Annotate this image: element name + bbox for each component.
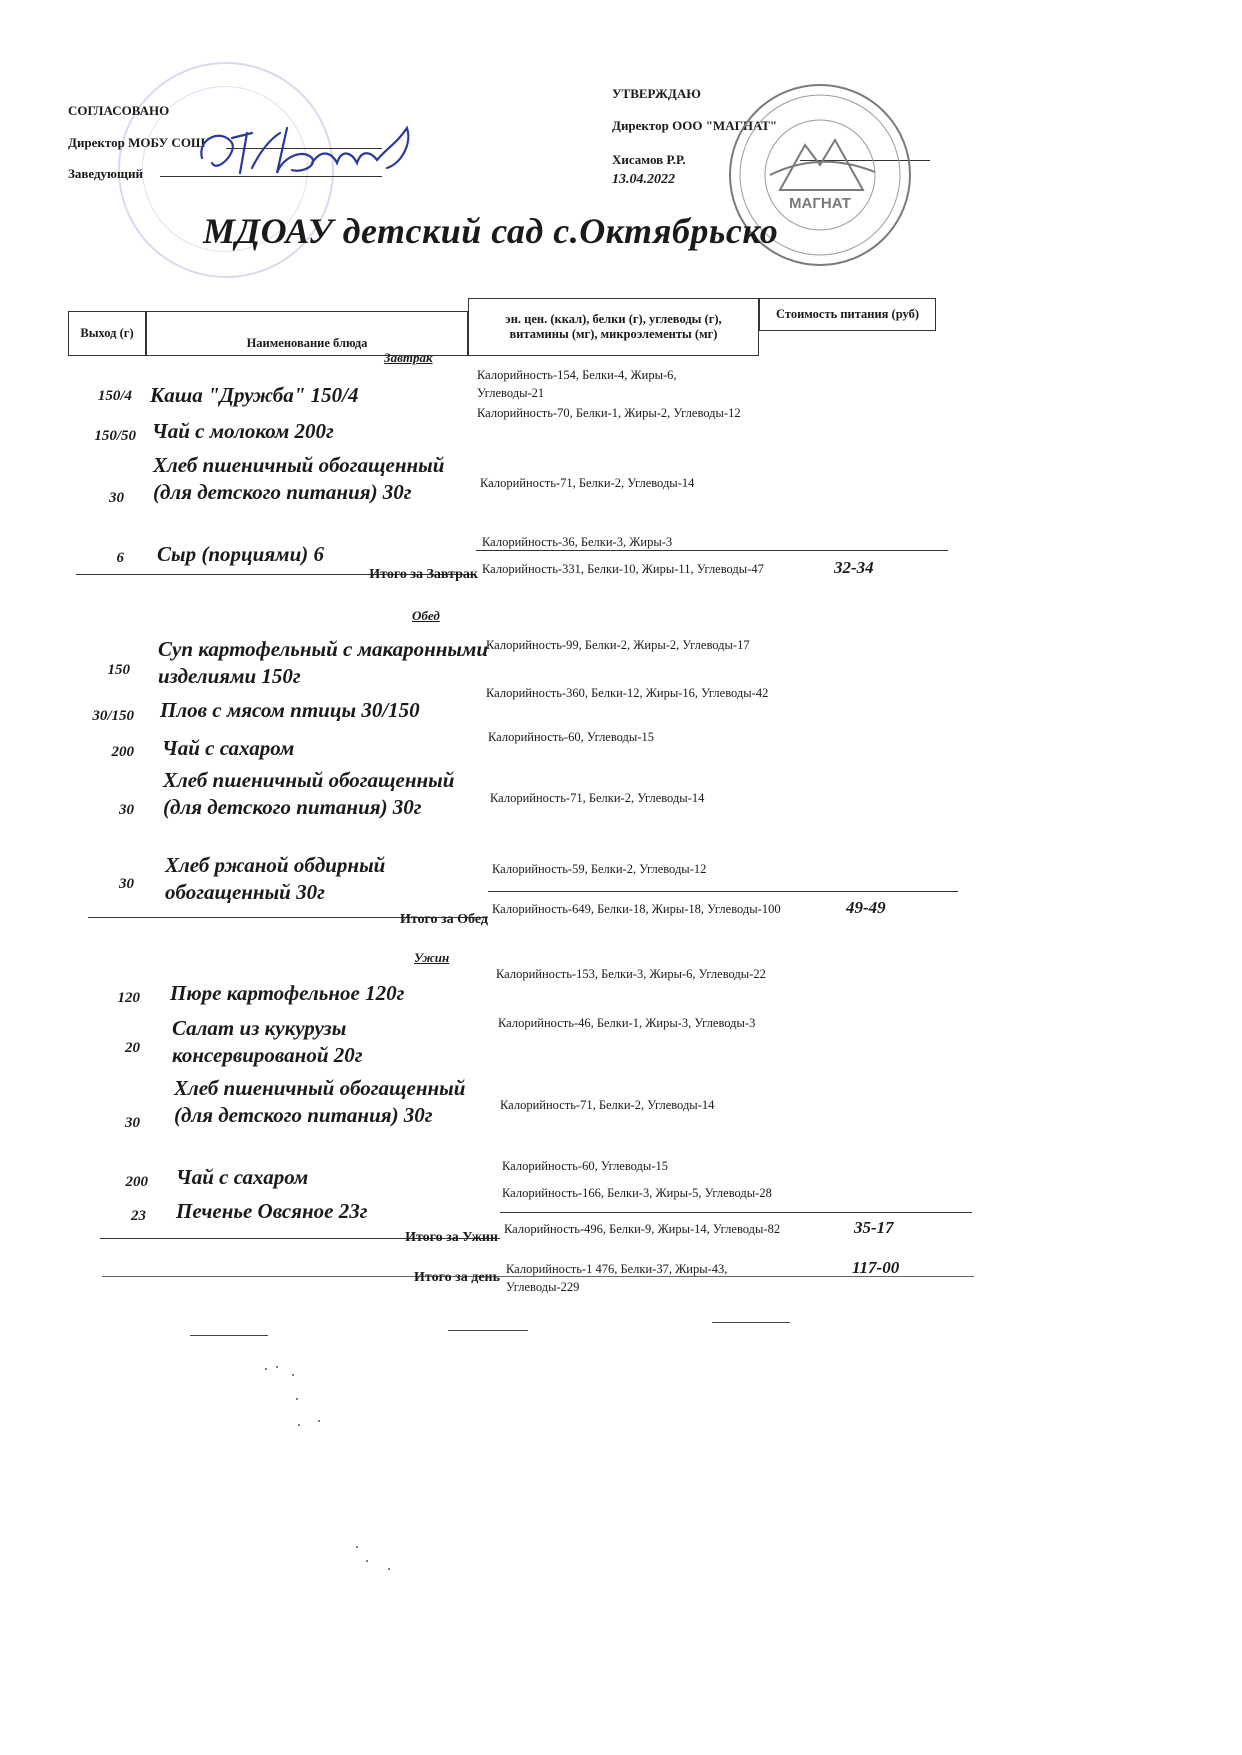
lunch-item-name: Хлеб ржаной обдирный обогащенный 30г [165,853,386,904]
breakfast-item-qty: 150/4 [97,388,132,404]
lunch-total-divider-right [488,891,958,892]
footer-signature-line [190,1335,268,1336]
lunch-item-nutrition: Калорийность-59, Белки-2, Углеводы-12 [492,862,707,876]
page-title: МДОАУ детский сад с.Октябрьско [203,211,779,251]
lunch-item-nutrition: Калорийность-360, Белки-12, Жиры-16, Углеводы-42 [486,686,769,700]
breakfast-item-nutrition: Калорийность-154, Белки-4, Жиры-6, Углеводы-21 [477,368,677,400]
dinner-item-nutrition: Калорийность-60, Углеводы-15 [502,1159,668,1173]
col-header-cost: Стоимость питания (руб) [759,298,936,331]
breakfast-item-nutrition: Калорийность-70, Белки-1, Жиры-2, Углеводы-12 [477,406,741,420]
scan-speck [366,1560,368,1562]
company-stamp-label: МАГНАТ [789,195,851,212]
dinner-item-name: Печенье Овсяное 23г [176,1199,368,1223]
lunch-total-cost: 49-49 [846,898,886,917]
breakfast-item-name: Каша "Дружба" 150/4 [150,383,359,407]
lunch-item-name: Плов с мясом птицы 30/150 [160,698,420,722]
day-total-label: Итого за день [414,1270,500,1285]
day-total-cost: 117-00 [852,1258,900,1277]
scan-speck [318,1420,320,1422]
footer-signature-line [712,1322,790,1323]
breakfast-total-cost: 32-34 [834,558,874,577]
breakfast-item-nutrition: Калорийность-71, Белки-2, Углеводы-14 [480,476,695,490]
lunch-item-name: Хлеб пшеничный обогащенный (для детского питания) 30г [163,768,455,819]
dinner-item-name: Пюре картофельное 120г [170,981,405,1005]
lunch-item-name: Суп картофельный с макаронными изделиями 150г [158,637,489,688]
approval-left-line2: Заведующий [68,166,143,181]
dinner-item-name: Хлеб пшеничный обогащенный (для детского питания) 30г [174,1076,466,1127]
approval-right-date: 13.04.2022 [612,172,675,187]
section-title-lunch: Обед [412,608,440,623]
lunch-item-name: Чай с сахаром [162,736,295,760]
dinner-total-label: Итого за Ужин [405,1230,498,1245]
footer-signature-line [448,1330,528,1331]
approval-right-line2: Хисамов Р.Р. [612,152,686,167]
col-header-nutrition: эн. цен. (ккал), белки (г), углеводы (г), витамины (мг), микроэлементы (мг) [468,298,759,356]
section-title-breakfast: Завтрак [384,350,433,365]
approval-right-title: УТВЕРЖДАЮ [612,86,701,101]
lunch-item-qty: 30/150 [92,708,134,724]
col-header-name: Наименование блюда [146,311,468,356]
lunch-item-qty: 150 [107,662,130,678]
section-title-dinner: Ужин [414,950,450,965]
dinner-total-nutrition: Калорийность-496, Белки-9, Жиры-14, Углеводы-82 [504,1222,781,1236]
dinner-item-qty: 200 [125,1174,148,1190]
breakfast-total-divider-right [476,550,948,551]
col-header-qty: Выход (г) [68,311,146,356]
breakfast-total-nutrition: Калорийность-331, Белки-10, Жиры-11, Углеводы-47 [482,562,764,576]
breakfast-item-nutrition: Калорийность-36, Белки-3, Жиры-3 [482,535,673,549]
breakfast-item-name: Хлеб пшеничный обогащенный (для детского питания) 30г [153,453,445,504]
dinner-item-name: Салат из кукурузы консервированой 20г [172,1016,363,1067]
dinner-item-qty: 120 [117,990,140,1006]
dinner-item-nutrition: Калорийность-153, Белки-3, Жиры-6, Углеводы-22 [496,967,766,981]
scan-speck [276,1366,278,1368]
breakfast-item-qty: 6 [116,550,124,566]
dinner-item-name: Чай с сахаром [176,1165,309,1189]
lunch-item-nutrition: Калорийность-99, Белки-2, Жиры-2, Углеводы-17 [486,638,750,652]
scan-speck [298,1424,300,1426]
approval-left-line1: Директор МОБУ СОШ [68,135,206,150]
breakfast-item-qty: 30 [109,490,124,506]
lunch-item-nutrition: Калорийность-60, Углеводы-15 [488,730,654,744]
approval-left-title: СОГЛАСОВАНО [68,103,170,118]
lunch-item-qty: 30 [119,876,134,892]
dinner-item-qty: 20 [125,1040,140,1056]
scan-speck [356,1546,358,1548]
dinner-item-qty: 23 [131,1208,146,1224]
lunch-item-qty: 30 [119,802,134,818]
scan-speck [388,1568,390,1570]
dinner-item-qty: 30 [125,1115,140,1131]
dinner-item-nutrition: Калорийность-71, Белки-2, Углеводы-14 [500,1098,715,1112]
signature-image [192,118,432,188]
dinner-item-nutrition: Калорийность-46, Белки-1, Жиры-3, Углеводы-3 [498,1016,756,1030]
lunch-total-label: Итого за Обед [399,912,488,927]
approval-right-line1: Директор ООО "МАГНАТ" [612,118,778,133]
dinner-item-nutrition: Калорийность-166, Белки-3, Жиры-5, Углеводы-28 [502,1186,772,1200]
breakfast-item-name: Сыр (порциями) 6 [157,542,324,566]
lunch-item-nutrition: Калорийность-71, Белки-2, Углеводы-14 [490,791,705,805]
dinner-total-divider-right [500,1212,972,1213]
scan-speck [292,1374,294,1376]
scan-speck [296,1398,298,1400]
breakfast-total-label: Итого за Завтрак [369,567,478,582]
day-total-nutrition: Калорийность-1 476, Белки-37, Жиры-43, Углеводы-229 [506,1262,728,1294]
lunch-item-qty: 200 [111,744,134,760]
lunch-total-nutrition: Калорийность-649, Белки-18, Жиры-18, Углеводы-100 [492,902,781,916]
breakfast-item-qty: 150/50 [94,428,136,444]
scan-speck [265,1368,267,1370]
breakfast-item-name: Чай с молоком 200г [152,419,334,443]
dinner-total-cost: 35-17 [854,1218,894,1237]
